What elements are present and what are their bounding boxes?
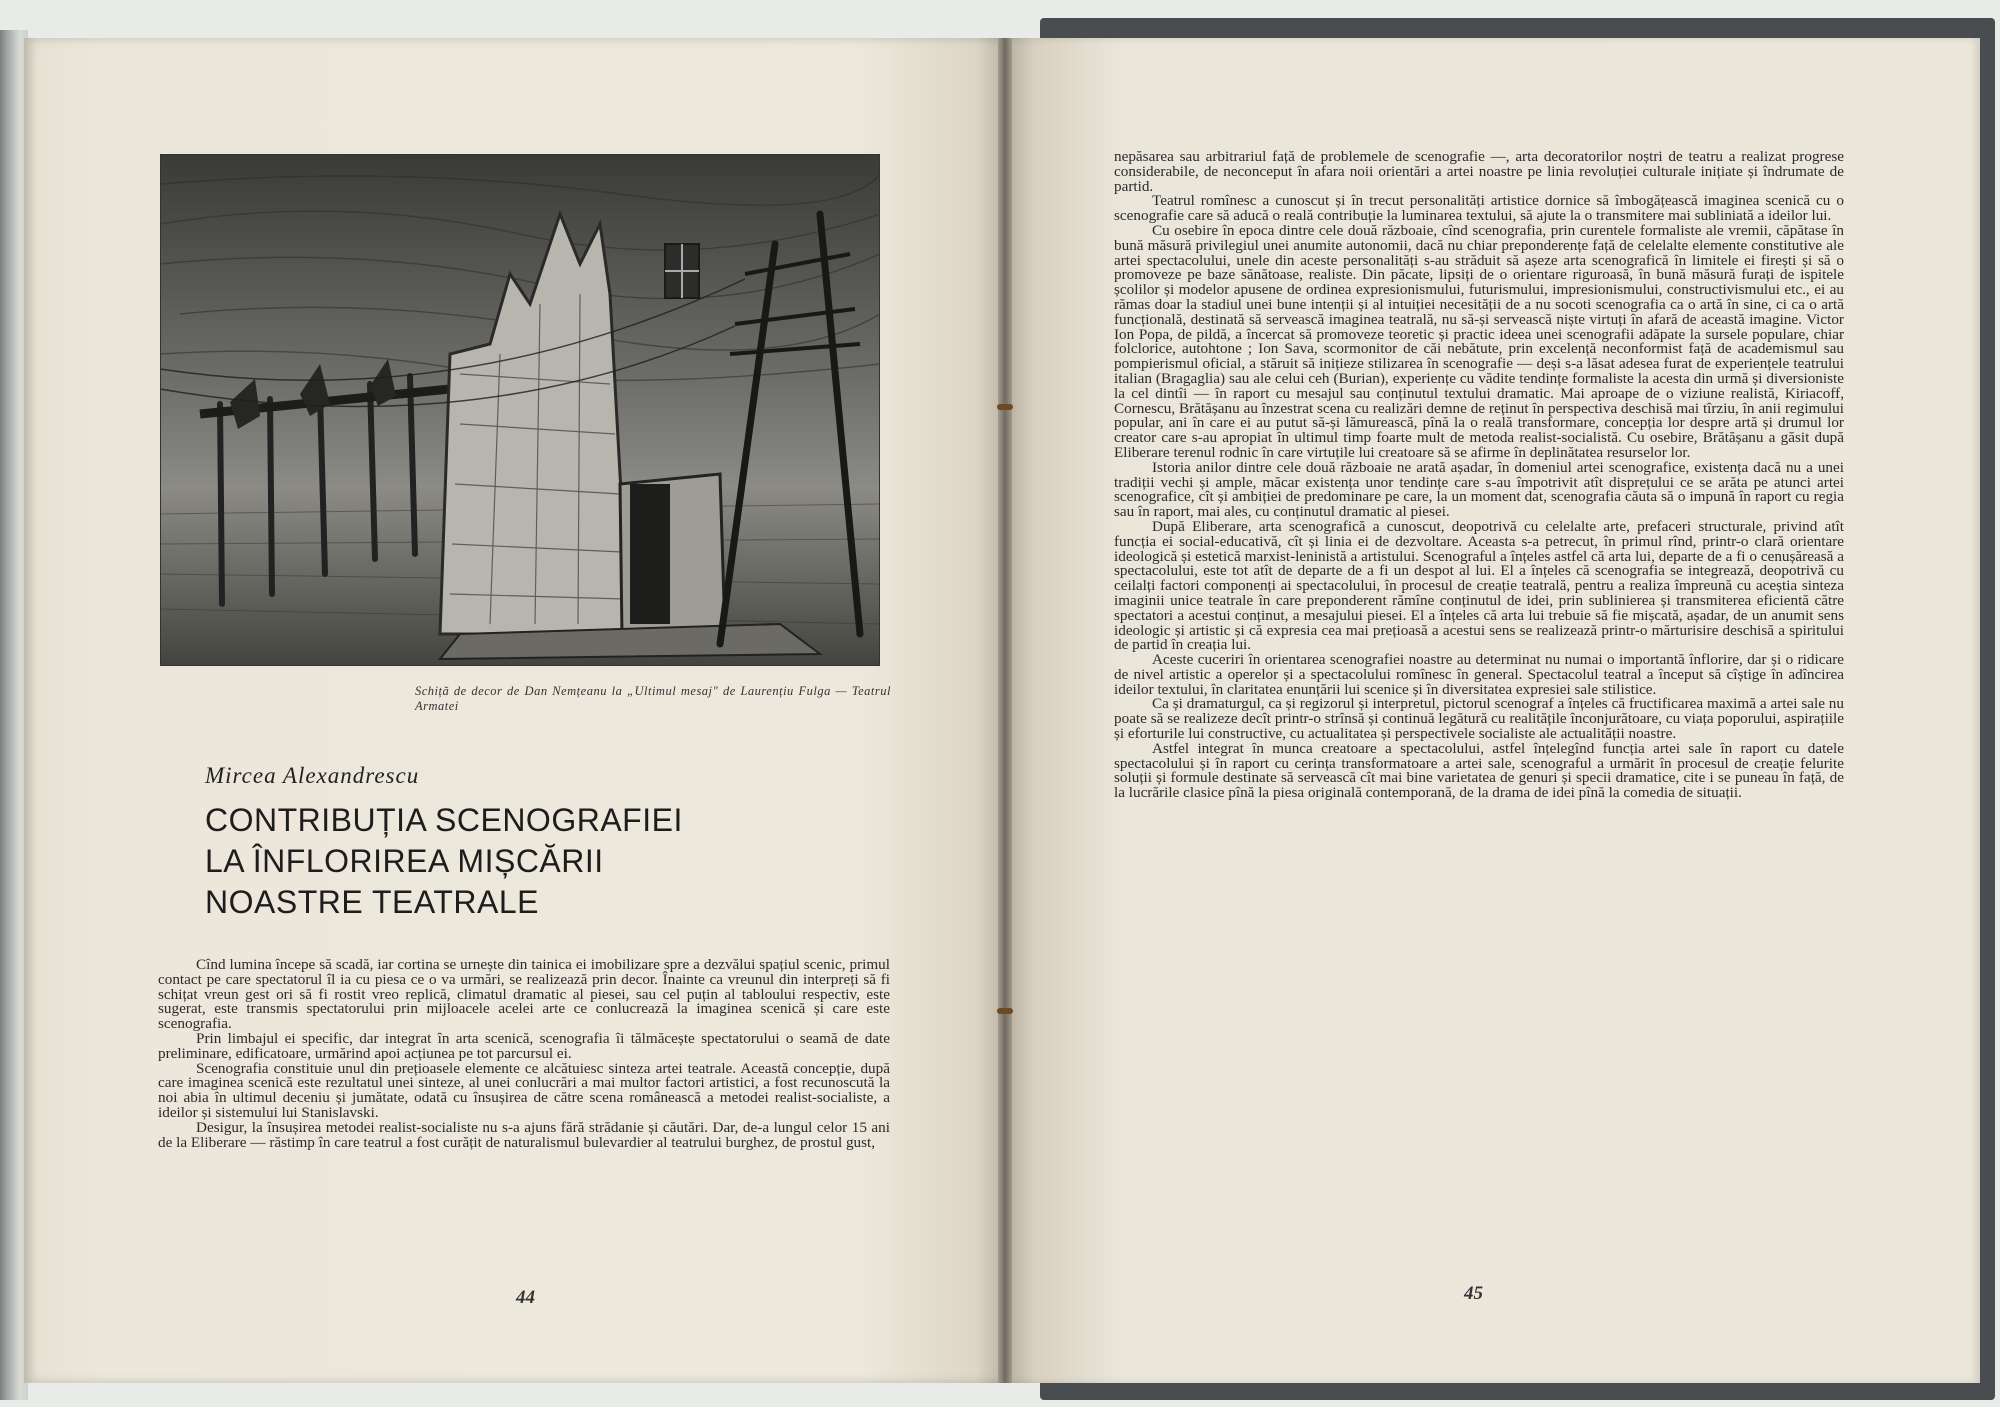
paragraph: Desigur, la însușirea metodei realist-socialiste nu s-a ajuns fără strădanie și căutări. Dar, de-a lungul celor 15 ani de la Eliberare — răstimp în care teatrul a fost curățit de naturalismul bulevardier al teatrului burghez, de prostul gust, [158,1118,890,1151]
right-body-text [1114,150,1844,801]
article-author: Mircea Alexandrescu [205,763,420,788]
paragraph: Astfel integrat în munca creatoare a spectacolului, astfel înțelegînd funcția artei sale în raport cu datele spectacolului și în raport cu cerința transformatoare a artei sale, scenograful a urmărit în procesul de creație felurite soluții și formule destinate să servească cît mai bine varietatea de genuri și specii dramatice, cite i se puneau în față, de la lucrările clasice pînă la piesa originală contemporană, de la drama de idei pînă la comedia de situații. [1114,739,1844,802]
title-line: CONTRIBUȚIA SCENOGRAFIEI [205,802,683,838]
paragraph: Aceste cuceriri în orientarea scenografiei noastre au determinat nu numai o importantă înflorire, dar și o ridicare de nivel artistic a operelor și a spectacolului romînesc în general. Spectacolul teatral a început să cîștige în adîncirea ideilor textului, în claritatea enunțării lui scenice și în diversitatea expresiei sale stilistice. [1114,651,1844,698]
paragraph: Ca și dramaturgul, ca și regizorul și interpretul, pictorul scenograf a înțeles că fructificarea maximă a artei sale nu poate să se realizeze decît printr-o strînsă și continuă legătură cu realitățile înconjurătoare, cu viața poporului, aspirațiile și eforturile lui constructive, cu actualitatea și perspectivele socialiste ale actualității noastre. [1114,695,1844,743]
paragraph: După Eliberare, arta scenografică a cunoscut, deopotrivă cu celelalte arte, prefaceri structurale, privind atît funcția ei social-educativă, cît și linia ei de dezvoltare. Aceasta s-a petrecut, în primul rînd, printr-o clară orientare ideologică și estetică marxist-leninistă a artistului. Scenograful a înțeles astfel că arta lui, departe de a fi o cenușăreasă a spectacolului, este tot atît de departe de a fi un despot al lui. El a înțeles că scenografia se integrează, deopotrivă cu ceilalți factori componenți ai spectacolului, în procesul de creație teatrală, pentru a realiza împreună cu aceștia sinteza imaginii unice teatrale în care preponderent rămîne conținutul de idei, prin sublinierea și transmiterea eficientă către spectatori a acestui conținut, a mesajului piesei. El a înțeles că arta lui trebuie să fie mișcată, așadar, de un anumit sens ideologic și artistic și că expresia cea mai prețioasă a acestui sens se realizează printr-o mărturisire deschisă a spiritului de partid în creația lui. [1114,517,1844,654]
book-gutter [998,38,1012,1383]
paragraph: Istoria anilor dintre cele două războaie ne arată așadar, în domeniul artei scenografice, existența dacă nu a unei tradiții vechi și ample, măcar existența unor tendințe care s-au împotrivit atît disprețului ce se arăta pe atunci artei scenografice, cît și ambiției de predominare pe care, la un moment dat, scenografia căuta să o impună în raport cu regia sau în raport, mai ales, cu conținutul dramatic al piesei. [1114,458,1844,521]
left-body-text [158,958,890,1150]
page-number-left: 44 [516,1287,535,1308]
stage-design-illustration [160,154,880,666]
title-line: NOASTRE TEATRALE [205,884,539,920]
binding-stitch [997,404,1013,410]
paragraph: Scenografia constituie unul din prețioasele elemente ce alcătuiesc sinteza artei teatrale. Această concepție, după care imaginea scenică este rezultatul unei sinteze, al unei conlucrări a mai multor factori artistici, a fost recunoscută la noi abia în ultimul deceniu și jumătate, odată cu însușirea de către scena românească a metodei realist-socialiste, a ideilor și sistemului lui Stanislavski. [158,1059,890,1121]
page-number-right: 45 [1464,1283,1483,1304]
paragraph: Prin limbajul ei specific, dar integrat în arta scenică, scenografia îi tălmăcește spectatorului o seamă de date preliminare, edificatoare, urmărind apoi acțiunea pe tot parcursul ei. [158,1029,890,1062]
article-title [205,800,705,923]
paragraph: Teatrul romînesc a cunoscut și în trecut personalități artistice dornice să îmbogățească imaginea scenică cu o scenografie care să aducă o reală contribuție la luminarea textului, să ajute la o transmitere mai subliniată a ideilor lui. [1114,192,1844,225]
title-line: LA ÎNFLORIREA MIȘCĂRII [205,843,604,879]
paragraph: Cu osebire în epoca dintre cele două războaie, cînd scenografia, prin curentele formaliste ale vremii, căpătase în bună măsură privilegiul unei anumite autonomii, dacă nu chiar preponderențe față de celelalte elemente constitutive ale artei spectacolului, unele din aceste personalități s-au străduit să așeze arta scenografică în limitele ei firești și să o promoveze pe baze sănătoase, realiste. Din păcate, lipsiți de o orientare riguroasă, în bună măsură furați de ispitele școlilor și modelor apusene de ordinea expresionismului, futurismului, impresionismului, constructivismului etc., ei au rămas doar la stadiul unei bune intenții și al intuiției necesității de a nu socoti scenografia ca o artă în sine, ci ca o artă funcțională, destinată să servească imaginea teatrală, nu să-și servească niște virtuți în afară de această imagine. Victor Ion Popa, de pildă, a încercat să promoveze teoretic și practic ideea unei scenografii adăpate la sursele populare, chiar folclorice, autohtone ; Ion Sava, scormonitor de căi nebătute, prin excelență neconformist față de academismul sau pompierismul oficial, a stăruit să inițieze stilizarea în scenografie — deși s-a lăsat adesea furat de experiențele teatrului italian (Bragaglia) sau ale celui ceh (Burian), experiențe cu vădite tendințe formaliste la acesta din urmă și diversioniste la cel dintîi — în raport cu mesajul sau conținutul textului dramatic. Mai aproape de o viziune realistă, Kiriacoff, Cornescu, Brătășanu au înzestrat scena cu realizări demne de reținut în perspectiva deschisă mai tîrziu, în anii regimului popular, ani în care ei au putut să-și lămurească, pînă la o reală transformare, concepția lor despre artă și drumul lor creator care s-au apropiat în ultimul timp foarte mult de metoda realist-socialistă. Cu osebire, Brătășanu a găsit după Eliberare terenul rodnic în care virtuțile lui creatoare să se afirme în deplinătatea resurselor lor. [1114,221,1844,461]
illustration-caption: Schiță de decor de Dan Nemțeanu la „Ultimul mesaj" de Laurențiu Fulga — Teatrul Armatei [415,684,891,713]
paragraph: nepăsarea sau arbitrariul față de problemele de scenografie —, arta decoratorilor noștri de teatru a realizat progrese considerabile, de neconceput în afara noii orientări a artei noastre pe linia revoluției culturale inițiate și îndrumate de partid. [1114,148,1844,195]
binding-stitch [997,1008,1013,1014]
paragraph: Cînd lumina începe să scadă, iar cortina se urnește din tainica ei imobilizare spre a dezvălui spațiul scenic, primul contact pe care spectatorul îl ia cu piesa ce o va urmări, se realizează prin decor. Înainte ca vreunul din interpreți să fi schițat vreun gest ori să fi rostit vreo replică, climatul dramatic al piesei, sau cel puțin al tabloului respectiv, este sugerat, este transmis spectatorului prin mijloacele acelei arte ce conlucrează la imaginea scenică și care este scenografia. [158,956,890,1033]
